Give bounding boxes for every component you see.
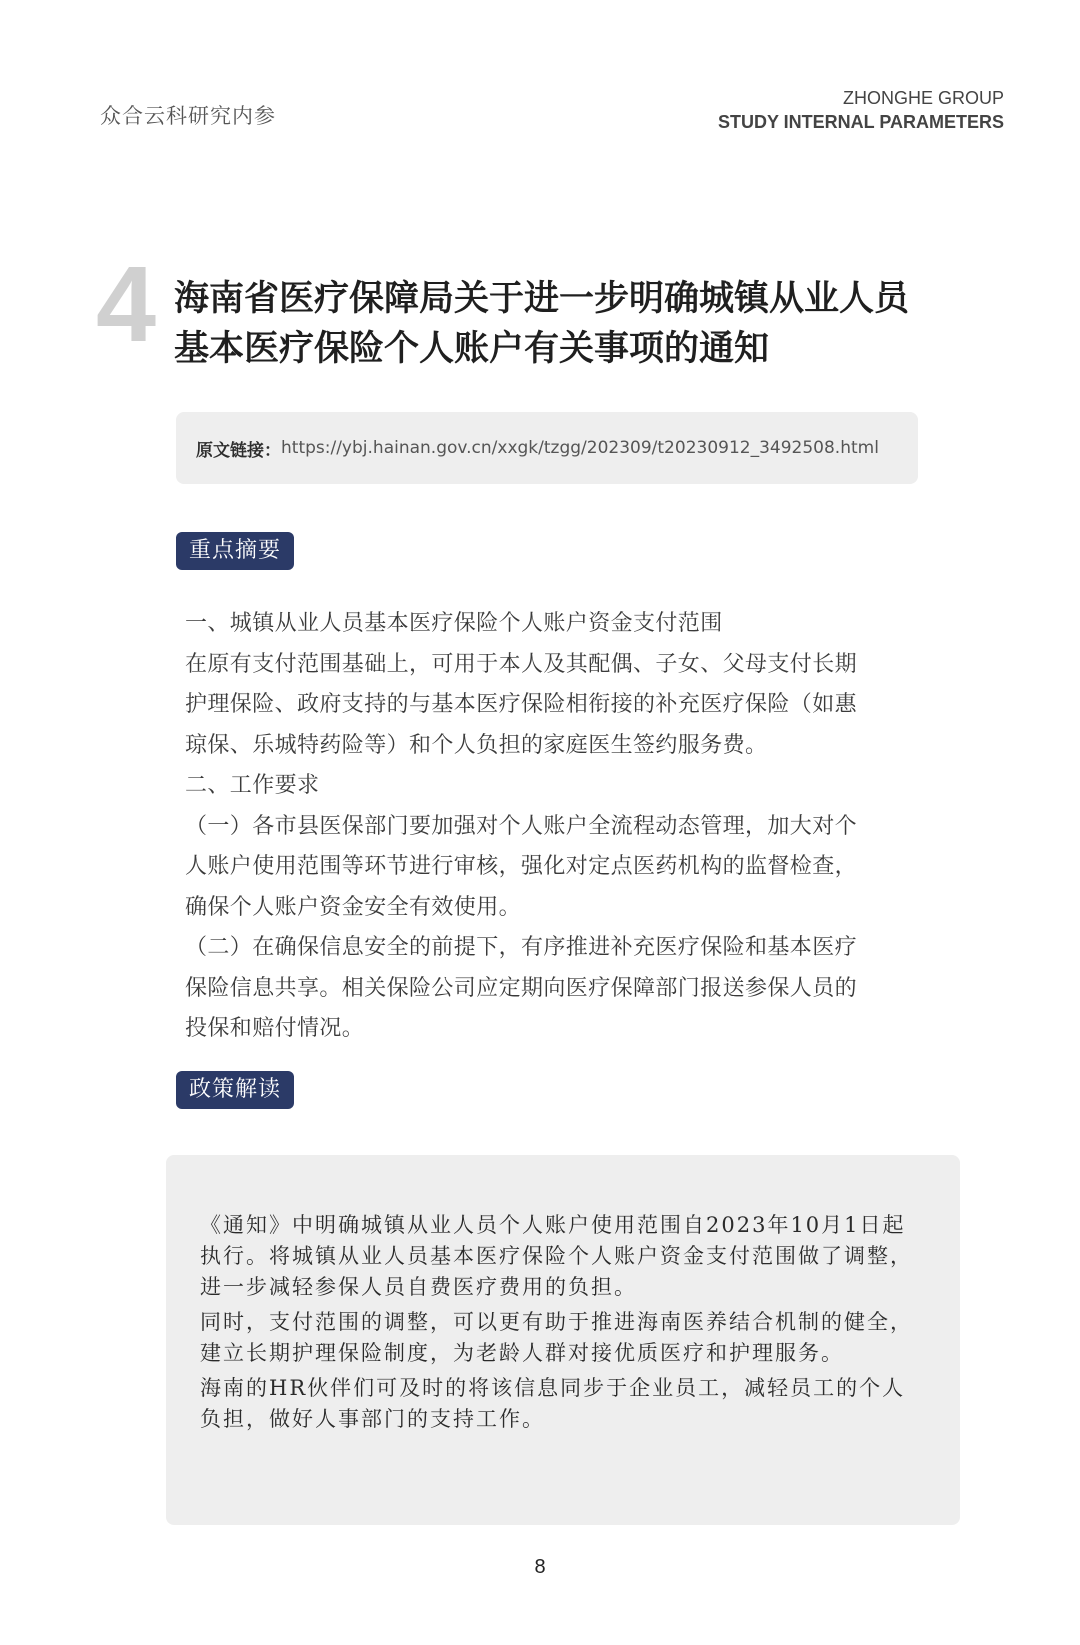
summary-heading: 重点摘要 — [176, 532, 294, 570]
interpretation-paragraph: 《通知》中明确城镇从业人员个人账户使用范围自2023年10月1日起执行。将城镇从业人员基本医疗保险个人账户资金支付范围做了调整，进一步减轻参保人员自费医疗费用的负担。 — [200, 1213, 913, 1299]
summary-line: 投保和赔付情况。 — [185, 1016, 365, 1041]
summary-body — [185, 604, 925, 1050]
brand-subtitle: STUDY INTERNAL PARAMETERS — [717, 112, 1004, 132]
summary-line: （二）在确保信息安全的前提下，有序推进补充医疗保险和基本医疗 — [185, 935, 858, 960]
interpretation-heading: 政策解读 — [176, 1071, 294, 1109]
summary-line: 二、工作要求 — [185, 773, 320, 798]
interpretation-paragraph: 同时，支付范围的调整，可以更有助于推进海南医养结合机制的健全，建立长期护理保险制度，为老龄人群对接优质医疗和护理服务。 — [200, 1310, 913, 1365]
brand-header — [718, 86, 1004, 134]
summary-line: 一、城镇从业人员基本医疗保险个人账户资金支付范围 — [185, 611, 723, 636]
summary-line: 护理保险、政府支持的与基本医疗保险相衔接的补充医疗保险（如惠 — [185, 692, 858, 717]
summary-line: 琼保、乐城特药险等）和个人负担的家庭医生签约服务费。 — [185, 732, 768, 758]
publication-name: 众合云科研究内参 — [100, 104, 276, 128]
page-number: 8 — [534, 1556, 546, 1578]
brand-name: ZHONGHE GROUP — [842, 88, 1004, 108]
source-link-label: 原文链接： — [196, 440, 281, 461]
summary-line: 在原有支付范围基础上，可用于本人及其配偶、子女、父母支付长期 — [185, 651, 858, 677]
page-title — [174, 274, 994, 374]
source-link-box — [176, 412, 918, 484]
title-line-2: 基本医疗保险个人账户有关事项的通知 — [174, 329, 770, 369]
summary-line: 人账户使用范围等环节进行审核，强化对定点医药机构的监督检查， — [185, 854, 858, 879]
title-line-1: 海南省医疗保障局关于进一步明确城镇从业人员 — [174, 279, 910, 319]
summary-line: （一）各市县医保部门要加强对个人账户全流程动态管理，加大对个 — [185, 813, 858, 839]
source-link-url[interactable]: https://ybj.hainan.gov.cn/xxgk/tzgg/202309/t20230912_3492508.html — [281, 438, 879, 458]
interpretation-paragraph: 海南的HR伙伴们可及时的将该信息同步于企业员工，减轻员工的个人负担，做好人事部门的支持工作。 — [200, 1376, 906, 1431]
section-number: 4 — [96, 243, 157, 364]
summary-line: 确保个人账户资金安全有效使用。 — [185, 894, 522, 920]
summary-line: 保险信息共享。相关保险公司应定期向医疗保障部门报送参保人员的 — [185, 975, 858, 1001]
interpretation-box — [166, 1155, 960, 1525]
